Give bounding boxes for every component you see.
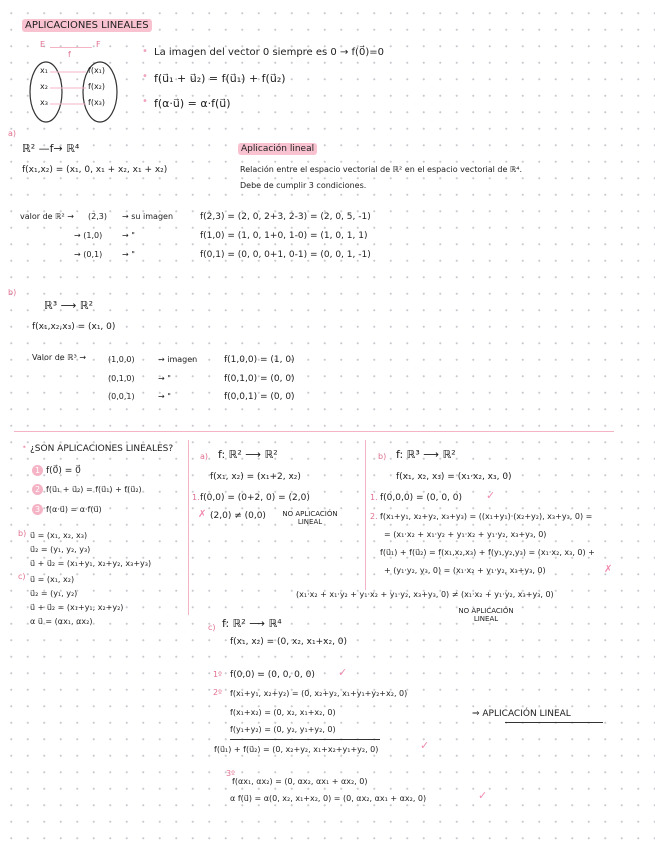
- bullet-icon: •: [142, 71, 148, 82]
- part-a-mapping: f: ℝ² ⟶ ℝ²: [218, 448, 278, 461]
- set-e-item: x₂: [40, 82, 48, 91]
- value-row-arrow: → ": [122, 231, 135, 240]
- part-b-verdict: NO APLICACIÓN LINEAL: [458, 607, 514, 623]
- set-f-label: F: [96, 40, 101, 49]
- set-f-item: f(x₃): [88, 98, 105, 107]
- set-f-item: f(x₁): [88, 66, 105, 75]
- column-divider: [188, 440, 189, 615]
- part-b-definition: f(x₁, x₂, x₃) = (x₁·x₂, x₃, 0): [396, 472, 512, 482]
- part-b-line-3: = (x₁·x₂ + x₁·y₂ + y₁·x₂ + y₁·y₂, x₃+y₃, 0): [384, 530, 547, 539]
- property-zero-vector: La imagen del vector 0 siempre es 0 → f(0⃗)=0: [154, 47, 384, 58]
- value-row-arrow: → ": [122, 250, 135, 259]
- sum-underline: [230, 739, 380, 740]
- part-c-step-number: 2º: [213, 688, 222, 697]
- value-row-input: (0,1,0): [108, 374, 135, 383]
- conclusion-underline: [505, 722, 603, 723]
- cross-icon: ✗: [604, 564, 613, 575]
- part-b-step-number: 1.: [370, 493, 378, 502]
- value-row-input: (0,0,1): [108, 392, 135, 401]
- part-c-mapping: f: ℝ² ⟶ ℝ⁴: [222, 617, 282, 630]
- part-a-check: f(0,0) = (0+2, 0) = (2,0): [200, 493, 310, 503]
- vector-definition: u⃗ + u⃗₂ = (x₁+y₁, x₂+y₂): [30, 603, 124, 612]
- vector-definition: u⃗ = (x₁, x₂): [30, 575, 75, 584]
- vector-definition: u⃗ = (x₁, x₂, x₃): [30, 531, 88, 540]
- part-c-line-6: f(αx₁, αx₂) = (0, αx₂, αx₁ + αx₂, 0): [232, 777, 368, 786]
- property-homogeneity: f(α·u⃗) = α·f(u⃗): [154, 97, 231, 110]
- part-b-label: b): [378, 452, 387, 461]
- mapping-arrow-label: f: [68, 50, 71, 59]
- vectors-b-label: b): [18, 529, 27, 538]
- condition-3: 3 f(α·u⃗) = α·f(u⃗): [32, 504, 102, 515]
- value-row-expr: f(1,0,0) = (1, 0): [224, 355, 295, 365]
- part-a-verdict: NO APLICACIÓN LINEAL: [282, 510, 338, 526]
- value-row-arrow: → ": [158, 374, 171, 383]
- part-b-inequality: (x₁·x₂ + x₁·y₂ + y₁·x₂ + y₁·y₂, x₃+y₃, 0) ≠ (x₁·x₂ + y₁·y₂, x₃+y₃, 0): [296, 590, 554, 599]
- part-c-label: c): [208, 623, 216, 632]
- check-icon: ✓: [338, 666, 348, 679]
- example-a-mapping: ℝ² —f→ ℝ⁴: [22, 142, 80, 155]
- example-a-label: a): [8, 129, 17, 138]
- value-row-input: (2,3): [88, 212, 107, 221]
- condition-1: 1 f(0⃗) = 0⃗: [32, 465, 81, 476]
- value-row-expr: f(0,1,0) = (0, 0): [224, 374, 295, 384]
- set-e-label: E: [40, 40, 46, 49]
- part-b-step-number: 2.: [370, 512, 378, 521]
- part-c-line-2: f(x₁+y₁, x₂+y₂) = (0, x₂+y₂, x₁+y₁+y₂+x₂, 0): [230, 689, 408, 698]
- condition-number: 1: [32, 465, 43, 476]
- bullet-icon: •: [142, 46, 148, 57]
- condition-number: 3: [32, 504, 43, 515]
- value-row-expr: f(2,3) = (2, 0, 2+3, 2-3) = (2, 0, 5, -1): [200, 212, 371, 222]
- example-b-values-label: Valor de ℝ³ →: [32, 353, 87, 362]
- value-row-arrow: → su imagen: [122, 212, 174, 221]
- cross-icon: ✗: [198, 509, 207, 520]
- vector-definition: u⃗₂ = (y₁, y₂): [30, 589, 78, 598]
- property-additivity: f(u⃗₁ + u⃗₂) = f(u⃗₁) + f(u⃗₂): [154, 72, 286, 85]
- part-c-line-4: f(y₁+y₂) = (0, y₂, y₁+y₂, 0): [230, 725, 336, 734]
- set-e-item: x₃: [40, 98, 48, 107]
- check-icon: ✓: [478, 789, 488, 802]
- value-row-expr: f(1,0) = (1, 0, 1+0, 1-0) = (1, 0, 1, 1): [200, 231, 368, 241]
- part-b-mapping: f: ℝ³ ⟶ ℝ²: [396, 448, 456, 461]
- part-b-line-1: f(0,0,0) = (0, 0, 0): [380, 493, 462, 503]
- vector-definition: α u⃗ = (αx₁, αx₂): [30, 617, 93, 626]
- example-b-definition: f(x₁,x₂,x₃) = (x₁, 0): [32, 322, 116, 332]
- bullet-icon: •: [22, 443, 27, 452]
- vectors-c-label: c): [18, 572, 26, 581]
- condition-number: 2: [32, 484, 43, 495]
- part-c-definition: f(x₁, x₂) = (0, x₂, x₁+x₂, 0): [230, 637, 348, 647]
- value-row-input: → (0,1): [74, 250, 103, 259]
- part-c-line-7: α f(u⃗) = α(0, x₂, x₁+x₂, 0) = (0, αx₂, αx₁ + αx₂, 0): [230, 794, 427, 803]
- value-row-input: (1,0,0): [108, 355, 135, 364]
- part-c-step-number: 1º: [213, 670, 222, 679]
- column-divider: [365, 440, 366, 590]
- page-title: APLICACIONES LINEALES: [22, 21, 152, 31]
- part-a-step-number: 1.: [192, 493, 200, 502]
- part-a-label: a): [200, 452, 209, 461]
- part-b-line-4: f(u⃗₁) + f(u⃗₂) = f(x₁,x₂,x₃) + f(y₁,y₂,y₃) = (x₁·x₂, x₃, 0) +: [380, 548, 595, 557]
- example-b-mapping: ℝ³ ⟶ ℝ²: [44, 299, 94, 312]
- example-a-values-label: valor de ℝ² →: [20, 212, 74, 221]
- part-b-line-2: f(x₁+y₁, x₂+y₂, x₃+y₃) = ((x₁+y₁)·(x₂+y₂), x₃+y₃, 0) =: [380, 512, 593, 521]
- example-a-definition: f(x₁,x₂) = (x₁, 0, x₁ + x₂, x₁ + x₂): [22, 165, 168, 175]
- value-row-expr: f(0,0,1) = (0, 0): [224, 392, 295, 402]
- part-a-inequality: (2,0) ≠ (0,0): [210, 511, 266, 521]
- condition-2: 2 f(u⃗₁ + u⃗₂) = f(u⃗₁) + f(u⃗₂): [32, 484, 142, 495]
- value-row-arrow: → ": [158, 392, 171, 401]
- part-b-line-5: + (y₁·y₂, y₃, 0) = (x₁·x₂ + y₁·y₂, x₃+y₃, 0): [384, 566, 546, 575]
- value-row-expr: f(0,1) = (0, 0, 0+1, 0-1) = (0, 0, 1, -1): [200, 250, 371, 260]
- callout-title: Aplicación lineal: [238, 145, 317, 154]
- value-row-arrow: → imagen: [158, 355, 198, 364]
- part-c-line-5: f(u⃗₁) + f(u⃗₂) = (0, x₂+y₂, x₁+x₂+y₁+y₂, 0): [214, 745, 379, 754]
- example-b-label: b): [8, 288, 17, 297]
- vector-definition: u⃗₂ = (y₁, y₂, y₃): [30, 545, 91, 554]
- part-c-conclusion: ⇒ APLICACIÓN LINEAL: [472, 709, 571, 719]
- check-icon: ✓: [486, 489, 496, 502]
- section-2-title: ¿SON APLICACIONES LINEALES?: [30, 444, 174, 454]
- set-f-item: f(x₂): [88, 82, 105, 91]
- vector-definition: u⃗ + u⃗₂ = (x₁+y₁, x₂+y₂, x₃+y₃): [30, 559, 152, 568]
- callout-line-2: Debe de cumplir 3 condiciones.: [240, 181, 367, 190]
- part-c-line-3: f(x₁+x₂) = (0, x₂, x₁+x₂, 0): [230, 708, 336, 717]
- part-c-line-1: f(0,0) = (0, 0, 0, 0): [230, 670, 315, 680]
- part-c-step-number: 3º: [226, 769, 235, 778]
- callout-line-1: Relación entre el espacio vectorial de ℝ² en el espacio vectorial de ℝ⁴.: [240, 165, 523, 174]
- check-icon: ✓: [420, 739, 430, 752]
- value-row-input: → (1,0): [74, 231, 103, 240]
- part-a-definition: f(x₁, x₂) = (x₁+2, x₂): [210, 472, 301, 482]
- bullet-icon: •: [142, 96, 148, 107]
- set-e-item: x₁: [40, 66, 48, 75]
- mapping-arrow: [50, 47, 92, 48]
- section-divider: [14, 431, 614, 432]
